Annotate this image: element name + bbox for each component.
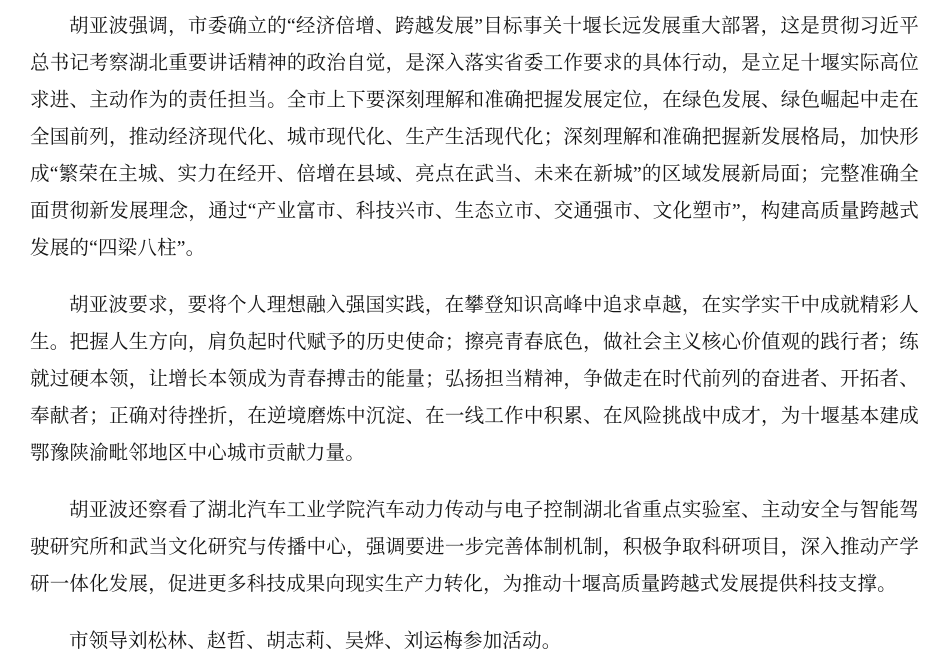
paragraph: 胡亚波还察看了湖北汽车工业学院汽车动力传动与电子控制湖北省重点实验室、主动安全与智能驾驶研究所和武当文化研究与传播中心，强调要进一步完善体制机制，积极争取科研项目，深入推动产学研一体化发展，促进更多科技成果向现实生产力转化，为推动十堰高质量跨越式发展提供科技支撑。 <box>30 500 919 595</box>
paragraph: 胡亚波强调，市委确立的“经济倍增、跨越发展”目标事关十堰长远发展重大部署，这是贯彻习近平总书记考察湖北重要讲话精神的政治自觉，是深入落实省委工作要求的具体行动，是立足十堰实际高位求进、主动作为的责任担当。全市上下要深刻理解和准确把握发展定位，在绿色发展、绿色崛起中走在全国前列，推动经济现代化、城市现代化、生产生活现代化；深刻理解和准确把握新发展格局，加快形成“繁荣在主城、实力在经开、倍增在县域、亮点在武当、未来在新城”的区域发展新局面；完整准确全面贯彻新发展理念，通过“产业富市、科技兴市、生态立市、交通强市、文化塑市”，构建高质量跨越式发展的“四梁八柱”。 <box>30 16 919 259</box>
paragraph: 胡亚波要求，要将个人理想融入强国实践，在攀登知识高峰中追求卓越，在实学实干中成就精彩人生。把握人生方向，肩负起时代赋予的历史使命；擦亮青春底色，做社会主义核心价值观的践行者；练就过硬本领，让增长本领成为青春搏击的能量；弘扬担当精神，争做走在时代前列的奋进者、开拓者、奉献者；正确对待挫折，在逆境磨炼中沉淀、在一线工作中积累、在风险挑战中成才，为十堰基本建成鄂豫陕渝毗邻地区中心城市贡献力量。 <box>30 295 919 464</box>
article-body <box>30 8 919 660</box>
paragraph: 市领导刘松林、赵哲、胡志莉、吴烨、刘运梅参加活动。 <box>69 631 562 652</box>
